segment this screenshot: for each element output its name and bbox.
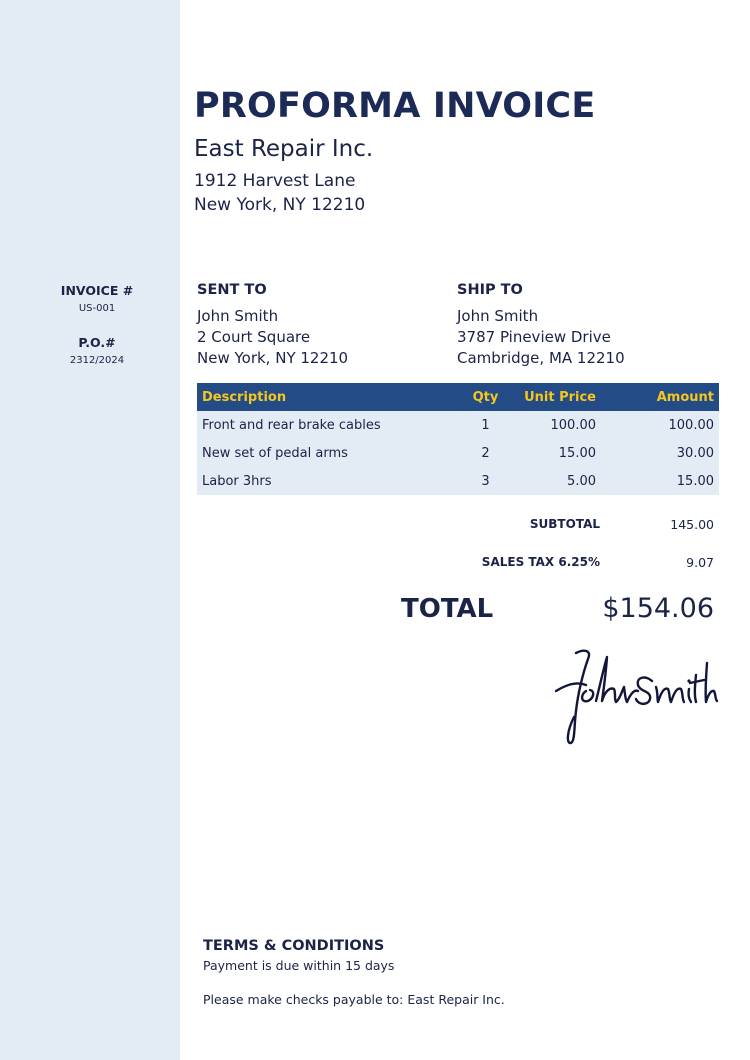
handwritten-signature <box>550 645 720 750</box>
total-value: $154.06 <box>602 593 714 624</box>
terms-checks-line: Please make checks payable to: East Repair Inc. <box>203 992 505 1007</box>
column-header-amount: Amount <box>601 383 719 411</box>
terms-payment-line: Payment is due within 15 days <box>203 958 395 973</box>
po-number-value: 2312/2024 <box>69 355 125 366</box>
table-row <box>197 467 719 495</box>
cell-amount: 15.00 <box>601 467 719 495</box>
cell-description: New set of pedal arms <box>197 439 457 467</box>
ship-to-line2: Cambridge, MA 12210 <box>457 349 625 367</box>
po-number-label: P.O.# <box>78 335 116 350</box>
table-header-row <box>197 383 719 411</box>
invoice-number-label: INVOICE # <box>60 283 134 298</box>
sent-to-name: John Smith <box>197 307 279 325</box>
company-address-line2: New York, NY 12210 <box>194 195 366 215</box>
cell-qty: 3 <box>457 467 514 495</box>
sent-to-line2: New York, NY 12210 <box>197 349 349 367</box>
cell-unit-price: 15.00 <box>514 439 601 467</box>
column-header-qty: Qty <box>457 383 514 411</box>
cell-amount: 100.00 <box>601 411 719 439</box>
line-items-table <box>197 383 719 495</box>
ship-to-name: John Smith <box>457 307 539 325</box>
cell-qty: 2 <box>457 439 514 467</box>
document-title: PROFORMA INVOICE <box>194 86 596 126</box>
cell-amount: 30.00 <box>601 439 719 467</box>
cell-qty: 1 <box>457 411 514 439</box>
column-header-description: Description <box>197 383 457 411</box>
subtotal-label: SUBTOTAL <box>529 517 600 531</box>
terms-heading: TERMS & CONDITIONS <box>203 938 385 954</box>
sales-tax-value: 9.07 <box>686 555 714 570</box>
cell-unit-price: 100.00 <box>514 411 601 439</box>
column-header-unit-price: Unit Price <box>514 383 601 411</box>
ship-to-line1: 3787 Pineview Drive <box>457 328 611 346</box>
ship-to-heading: SHIP TO <box>457 282 523 298</box>
cell-description: Labor 3hrs <box>197 467 457 495</box>
sales-tax-label: SALES TAX 6.25% <box>481 555 600 569</box>
sent-to-line1: 2 Court Square <box>197 328 311 346</box>
cell-unit-price: 5.00 <box>514 467 601 495</box>
sidebar-panel <box>0 0 180 1060</box>
total-label: TOTAL <box>401 594 494 624</box>
company-address-line1: 1912 Harvest Lane <box>194 171 356 191</box>
subtotal-value: 145.00 <box>670 517 714 532</box>
invoice-number-value: US-001 <box>78 303 116 314</box>
table-row <box>197 439 719 467</box>
company-name: East Repair Inc. <box>194 136 374 162</box>
sent-to-heading: SENT TO <box>197 282 267 298</box>
table-row <box>197 411 719 439</box>
cell-description: Front and rear brake cables <box>197 411 457 439</box>
